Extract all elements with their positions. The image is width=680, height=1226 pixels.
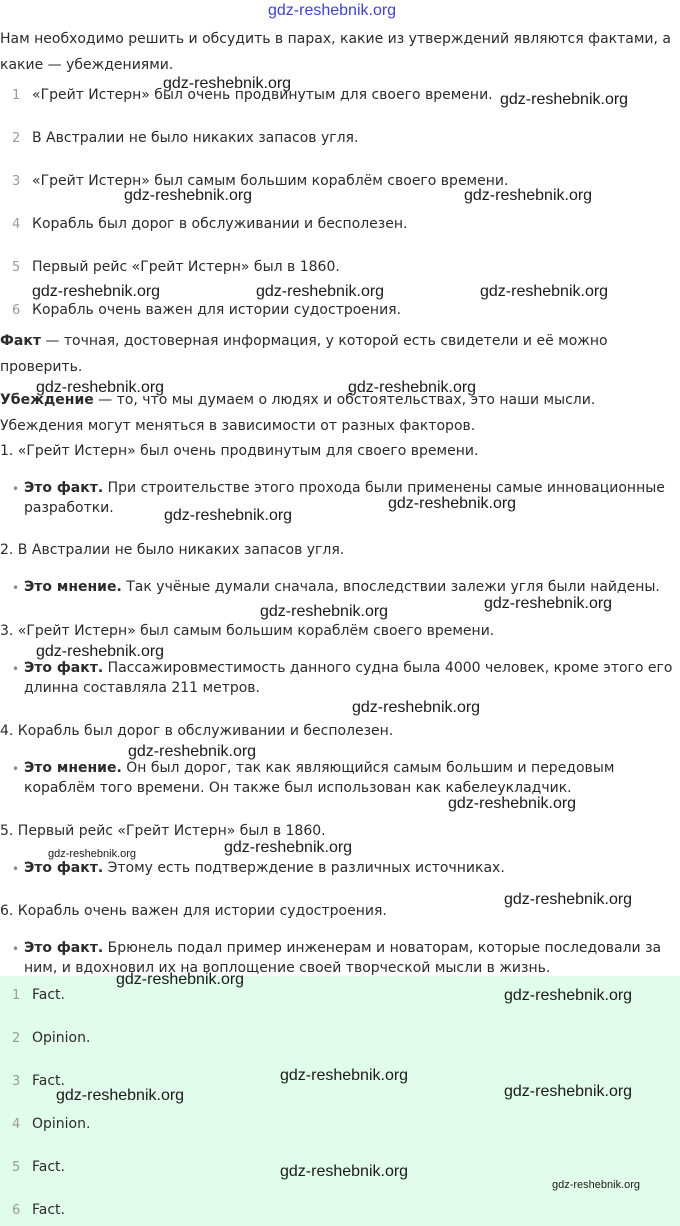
verdict: Это факт.	[24, 860, 104, 876]
belief-term: Убеждение	[0, 392, 94, 408]
site-watermark: gdz-reshebnik.org	[352, 699, 481, 716]
analysis-heading: 3. «Грейт Истерн» был самым большим кораблём своего времени.	[0, 623, 495, 639]
statement-item: Корабль был дорог в обслуживании и бесполезен.	[32, 216, 408, 232]
verdict: Это факт.	[24, 480, 104, 496]
answer-number: 5	[12, 1160, 21, 1175]
answer-number: 2	[12, 1031, 21, 1046]
answer-number: 4	[12, 1117, 21, 1132]
site-watermark: gdz-reshebnik.org	[348, 379, 477, 396]
verdict: Это мнение.	[24, 579, 122, 595]
answer-item: Fact.	[32, 1073, 65, 1089]
site-watermark: gdz-reshebnik.org	[500, 91, 629, 108]
bullet-dot-icon: •	[12, 762, 20, 776]
verdict: Это факт.	[24, 940, 104, 956]
bullet-dot-icon: •	[12, 942, 20, 956]
site-watermark: gdz-reshebnik.org	[56, 1087, 185, 1104]
analysis-heading: 4. Корабль был дорог в обслуживании и бесполезен.	[0, 723, 394, 739]
analysis-heading: 1. «Грейт Истерн» был очень продвинутым для своего времени.	[0, 443, 479, 459]
verdict: Это мнение.	[24, 760, 122, 776]
statement-number: 1	[12, 88, 21, 103]
explanation: Он был дорог, так как являющийся самым большим и передовым кораблём того времени. Он также был использован как кабелеукладчик.	[24, 760, 615, 796]
answer-number: 3	[12, 1074, 21, 1089]
statement-number: 6	[12, 303, 21, 318]
site-watermark: gdz-reshebnik.org	[552, 1179, 641, 1191]
belief-text: — то, что мы думаем о людях и обстоятельствах, это наши мысли.	[93, 392, 596, 408]
answer-item: Opinion.	[32, 1116, 91, 1132]
statement-item: Корабль очень важен для истории судостроения.	[32, 302, 402, 318]
site-watermark: gdz-reshebnik.org	[256, 283, 385, 300]
statement-number: 4	[12, 217, 21, 232]
bullet-dot-icon: •	[12, 662, 20, 676]
site-watermark: gdz-reshebnik.org	[36, 379, 165, 396]
bullet-dot-icon: •	[12, 581, 20, 595]
site-watermark: gdz-reshebnik.org	[32, 283, 161, 300]
site-watermark: gdz-reshebnik.org	[480, 283, 609, 300]
site-watermark: gdz-reshebnik.org	[124, 187, 253, 204]
analysis-bullet	[24, 478, 678, 518]
analysis-heading: 2. В Австралии не было никаких запасов угля.	[0, 542, 345, 558]
site-watermark: gdz-reshebnik.org	[163, 75, 292, 92]
statement-item: «Грейт Истерн» был самым большим кораблём своего времени.	[32, 173, 509, 189]
verdict: Это факт.	[24, 660, 104, 676]
site-watermark: gdz-reshebnik.org	[504, 891, 633, 908]
site-watermark: gdz-reshebnik.org	[116, 971, 245, 988]
site-watermark: gdz-reshebnik.org	[448, 795, 577, 812]
explanation: Так учёные думали сначала, впоследствии залежи угля были найдены.	[121, 579, 660, 595]
explanation: Брюнель подал пример инженерам и новаторам, которые последовали за ним, и вдохновил их на воплощение своей творческой мысли в жизнь.	[24, 940, 662, 976]
statement-number: 5	[12, 260, 21, 275]
site-watermark: gdz-reshebnik.org	[48, 848, 137, 860]
answer-item: Fact.	[32, 1159, 65, 1175]
fact-text: — точная, достоверная информация, у которой есть свидетели и её можно проверить.	[0, 333, 608, 375]
site-watermark: gdz-reshebnik.org	[36, 643, 165, 660]
fact-definition	[0, 328, 676, 380]
bullet-dot-icon: •	[12, 482, 20, 496]
statement-item: «Грейт Истерн» был очень продвинутым для своего времени.	[32, 87, 493, 103]
answer-item: Opinion.	[32, 1030, 91, 1046]
site-watermark: gdz-reshebnik.org	[164, 507, 293, 524]
site-watermark: gdz-reshebnik.org	[464, 187, 593, 204]
explanation: Пассажировместимость данного судна была 4000 человек, кроме этого его длинна составляла 211 метров.	[24, 660, 673, 696]
belief-note: Убеждения могут меняться в зависимости от разных факторов.	[0, 418, 476, 434]
site-watermark: gdz-reshebnik.org	[224, 839, 353, 856]
fact-term: Факт	[0, 333, 41, 349]
answer-number: 6	[12, 1203, 21, 1218]
analysis-bullet	[24, 858, 678, 878]
site-watermark: gdz-reshebnik.org	[260, 603, 389, 620]
site-watermark: gdz-reshebnik.org	[280, 1067, 409, 1084]
analysis-bullet	[24, 577, 678, 597]
statement-item: Первый рейс «Грейт Истерн» был в 1860.	[32, 259, 340, 275]
site-watermark-top: gdz-reshebnik.org	[268, 2, 397, 19]
analysis-heading: 6. Корабль очень важен для истории судостроения.	[0, 903, 387, 919]
site-watermark: gdz-reshebnik.org	[128, 743, 257, 760]
analysis-heading: 5. Первый рейс «Грейт Истерн» был в 1860.	[0, 823, 326, 839]
statement-number: 2	[12, 131, 21, 146]
analysis-bullet	[24, 758, 678, 798]
site-watermark: gdz-reshebnik.org	[280, 1163, 409, 1180]
answer-item: Fact.	[32, 1202, 65, 1218]
site-watermark: gdz-reshebnik.org	[504, 987, 633, 1004]
task-intro: Нам необходимо решить и обсудить в парах, какие из утверждений являются фактами, а какие — убеждениями.	[0, 31, 671, 73]
explanation: При строительстве этого прохода были применены самые инновационные разработки.	[24, 480, 665, 516]
explanation: Этому есть подтверждение в различных источниках.	[103, 860, 505, 876]
statement-number: 3	[12, 174, 21, 189]
site-watermark: gdz-reshebnik.org	[484, 595, 613, 612]
analysis-bullet	[24, 658, 678, 698]
answer-number: 1	[12, 988, 21, 1003]
site-watermark: gdz-reshebnik.org	[388, 495, 517, 512]
statement-item: В Австралии не было никаких запасов угля.	[32, 130, 359, 146]
bullet-dot-icon: •	[12, 862, 20, 876]
site-watermark: gdz-reshebnik.org	[504, 1083, 633, 1100]
answer-item: Fact.	[32, 987, 65, 1003]
